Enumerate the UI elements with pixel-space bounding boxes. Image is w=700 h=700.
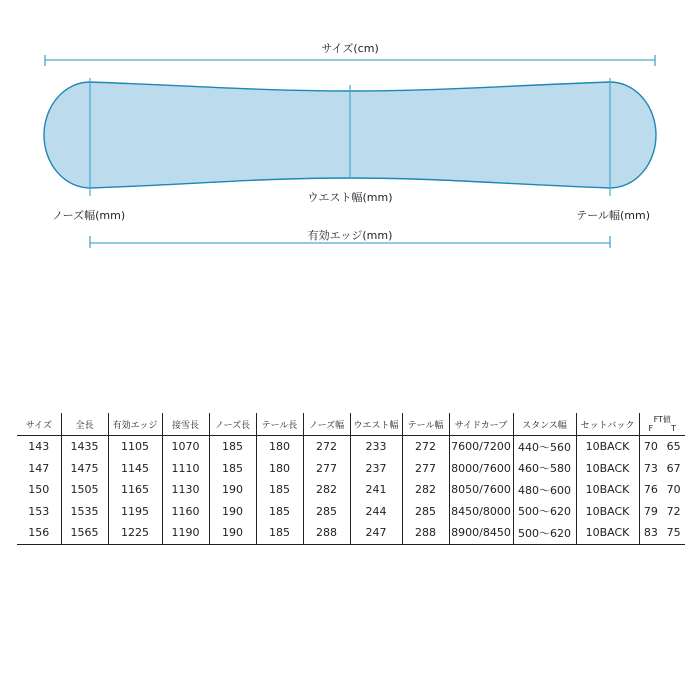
table-cell: 1535: [61, 501, 108, 523]
table-cell: 1225: [108, 522, 162, 544]
column-header: 接雪長: [162, 413, 209, 436]
table-cell: 8050/7600: [449, 479, 513, 501]
table-cell: 1165: [108, 479, 162, 501]
waist-width-label: ウエスト幅(mm): [307, 191, 393, 204]
nose-width-label: ノーズ幅(mm): [52, 209, 126, 222]
table-row: [17, 522, 685, 544]
table-cell: 244: [350, 501, 402, 523]
ft-t-value: 70: [666, 483, 681, 497]
table-cell: 277: [402, 458, 449, 480]
table-cell: 180: [256, 436, 303, 458]
ft-f-value: 83: [643, 526, 658, 540]
table-cell: 190: [209, 501, 256, 523]
table-row: [17, 501, 685, 523]
table-cell: 285: [303, 501, 350, 523]
table-cell-ft: [639, 479, 685, 501]
table-cell-ft: [639, 522, 685, 544]
table-cell: 1475: [61, 458, 108, 480]
column-header: ノーズ幅: [303, 413, 350, 436]
ft-t-value: 67: [666, 461, 681, 475]
ft-f-value: 70: [643, 440, 658, 454]
table-cell: 185: [256, 501, 303, 523]
table-cell: 190: [209, 522, 256, 544]
table-cell: 10BACK: [576, 479, 639, 501]
snowboard-diagram: [0, 0, 700, 260]
table-cell: 1195: [108, 501, 162, 523]
effective-edge-label: 有効エッジ(mm): [307, 229, 393, 242]
table-cell-ft: [639, 458, 685, 480]
table-cell: 10BACK: [576, 436, 639, 458]
ft-t-label: T: [671, 423, 676, 433]
table-cell: 1190: [162, 522, 209, 544]
table-cell: 500～620: [513, 501, 576, 523]
table-cell: 233: [350, 436, 402, 458]
table-cell: 1070: [162, 436, 209, 458]
table-cell: 185: [256, 522, 303, 544]
table-cell: 8000/7600: [449, 458, 513, 480]
column-header: セットバック: [576, 413, 639, 436]
table-cell: 440～560: [513, 436, 576, 458]
table-cell: 241: [350, 479, 402, 501]
column-header: テール幅: [402, 413, 449, 436]
table-cell: 8450/8000: [449, 501, 513, 523]
table-cell: 7600/7200: [449, 436, 513, 458]
ft-t-value: 75: [666, 526, 681, 540]
table-cell: 143: [17, 436, 61, 458]
table-body: [17, 436, 685, 545]
column-header: ウエスト幅: [350, 413, 402, 436]
spec-table: [17, 413, 685, 545]
table-cell: 185: [209, 458, 256, 480]
table-cell: 190: [209, 479, 256, 501]
table-cell: 272: [303, 436, 350, 458]
ft-title: FT値: [653, 414, 671, 424]
table-cell: 285: [402, 501, 449, 523]
column-header: テール長: [256, 413, 303, 436]
table-cell: 1105: [108, 436, 162, 458]
table-cell: 185: [256, 479, 303, 501]
table-cell: 10BACK: [576, 458, 639, 480]
table-cell: 282: [303, 479, 350, 501]
size-dimension: [45, 55, 655, 66]
size-label: サイズ(cm): [321, 42, 379, 55]
table-cell: 1505: [61, 479, 108, 501]
column-header: サイドカーブ: [449, 413, 513, 436]
ft-t-value: 72: [666, 504, 681, 518]
table-cell: 480～600: [513, 479, 576, 501]
table-cell: 1145: [108, 458, 162, 480]
table-header-row: [17, 413, 685, 436]
column-header: ノーズ長: [209, 413, 256, 436]
table-cell: 150: [17, 479, 61, 501]
table-cell: 1565: [61, 522, 108, 544]
ft-f-value: 73: [643, 461, 658, 475]
tail-width-label: テール幅(mm): [576, 209, 650, 222]
table-cell: 288: [303, 522, 350, 544]
table-row: [17, 458, 685, 480]
table-cell: 10BACK: [576, 501, 639, 523]
table-cell: 156: [17, 522, 61, 544]
ft-f-value: 79: [643, 504, 658, 518]
column-header: スタンス幅: [513, 413, 576, 436]
column-header: 有効エッジ: [108, 413, 162, 436]
table-cell: 180: [256, 458, 303, 480]
column-header-ft: [639, 413, 685, 436]
table-cell: 247: [350, 522, 402, 544]
table-cell: 277: [303, 458, 350, 480]
table-cell: 272: [402, 436, 449, 458]
table-cell-ft: [639, 501, 685, 523]
table-cell: 288: [402, 522, 449, 544]
ft-t-value: 65: [666, 440, 681, 454]
table-cell: 282: [402, 479, 449, 501]
table-cell: 460～580: [513, 458, 576, 480]
table-row: [17, 479, 685, 501]
table-cell: 185: [209, 436, 256, 458]
column-header: 全長: [61, 413, 108, 436]
table-cell: 153: [17, 501, 61, 523]
column-header: サイズ: [17, 413, 61, 436]
table-cell: 1130: [162, 479, 209, 501]
ft-f-label: F: [648, 423, 654, 433]
table-cell: 237: [350, 458, 402, 480]
table-cell: 1110: [162, 458, 209, 480]
table-cell: 500～620: [513, 522, 576, 544]
table-cell: 1435: [61, 436, 108, 458]
table-cell: 10BACK: [576, 522, 639, 544]
table-cell-ft: [639, 436, 685, 458]
table-row: [17, 436, 685, 458]
ft-f-value: 76: [643, 483, 658, 497]
table-cell: 147: [17, 458, 61, 480]
table-cell: 8900/8450: [449, 522, 513, 544]
table-cell: 1160: [162, 501, 209, 523]
